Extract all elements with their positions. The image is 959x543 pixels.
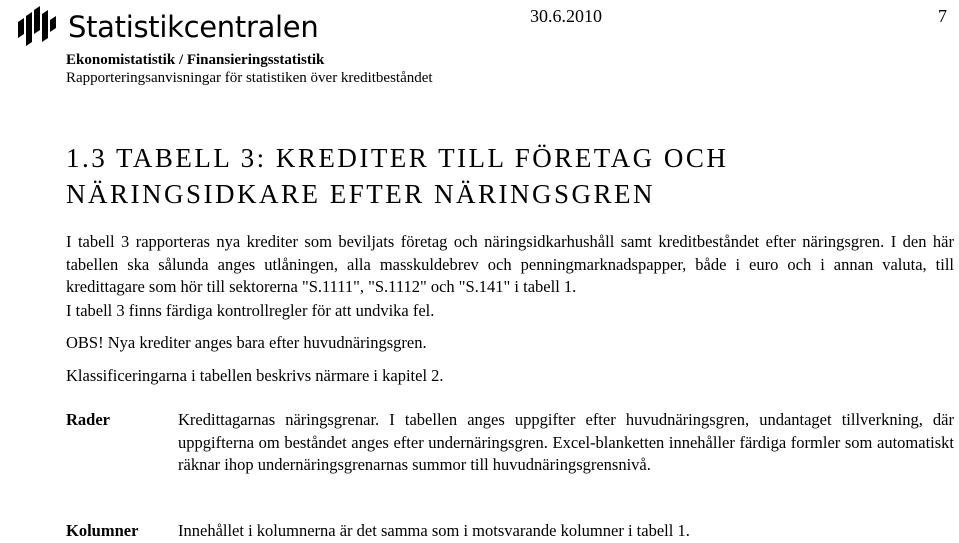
columns-term: Kolumner [66, 521, 139, 540]
columns-definition: Innehållet i kolumnerna är det samma som i motsvarande kolumner i tabell 1. [178, 521, 690, 540]
obs-note: OBS! Nya krediter anges bara efter huvudnäringsgren. [66, 333, 427, 352]
intro-paragraph: I tabell 3 rapporteras nya krediter som beviljats företag och näringsidkarhushåll samt kreditbeståndet efter näringsgren. I den här tabellen ska sålunda anges utlåningen, alla masskuldebrev och penningmarknadspapper, både i euro och i annan valuta, till kredittagare som hör till sektorerna "S.1111", "S.1112" och "S.141" i tabell 1. [66, 232, 954, 296]
rows-term: Rader [66, 410, 110, 429]
header-department: Ekonomistatistik / Finansieringsstatistik [66, 52, 325, 68]
classification-note: Klassificeringarna i tabellen beskrivs närmare i kapitel 2. [66, 366, 444, 385]
statistikcentralen-logo-icon [14, 4, 58, 48]
header-date: 30.6.2010 [530, 6, 602, 26]
page-number: 7 [938, 6, 947, 26]
rows-definition: Kredittagarnas näringsgrenar. I tabellen anges uppgifter efter huvudnäringsgren, undantaget tillverkning, där uppgifterna om beståndet anges efter undernäringsgren. Excel-blanketten innehåller färdiga formler som automatiskt räknar ihop undernäringsgrenarnas summor till huvudnäringsgrensnivå. [178, 410, 954, 474]
statistikcentralen-logo [14, 4, 318, 48]
section-heading [66, 140, 826, 212]
header-document-title: Rapporteringsanvisningar för statistiken över kreditbeståndet [66, 70, 433, 86]
section-heading-line-1: 1.3 TABELL 3: KREDITER TILL FÖRETAG OCH [66, 143, 729, 173]
control-rules-text: I tabell 3 finns färdiga kontrollregler för att undvika fel. [66, 301, 435, 320]
section-heading-line-2: NÄRINGSIDKARE EFTER NÄRINGSGREN [66, 179, 656, 209]
logo-text: Statistikcentralen [68, 9, 319, 44]
